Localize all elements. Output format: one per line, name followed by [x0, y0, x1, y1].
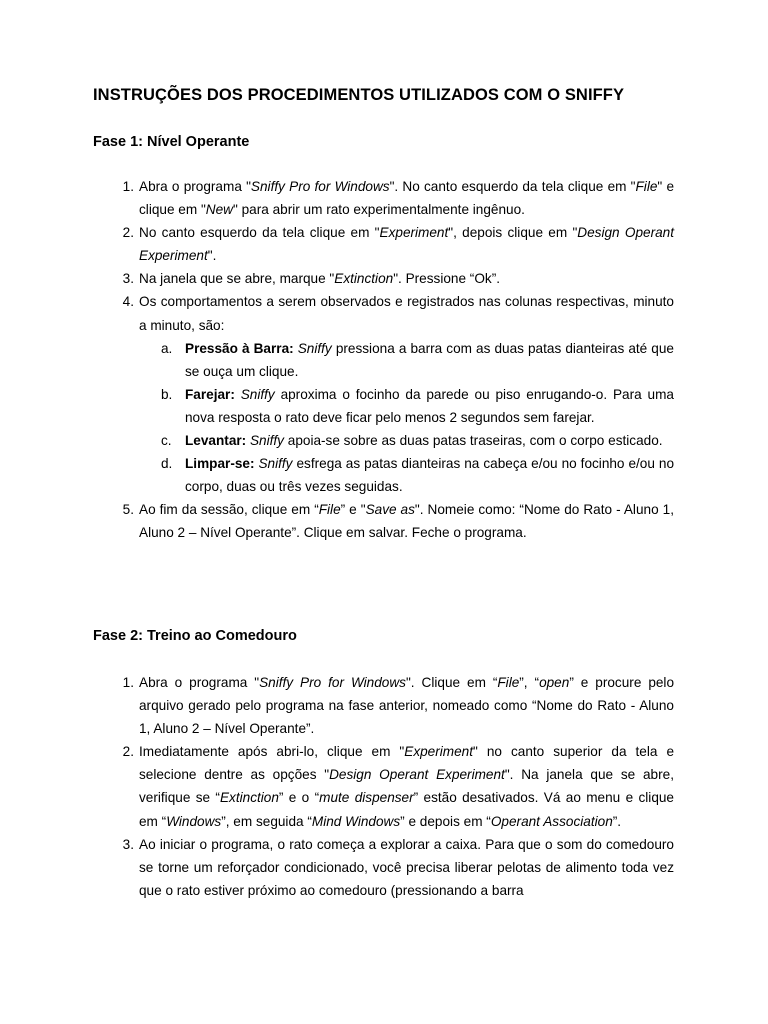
item-letter: c.	[161, 433, 172, 449]
text: ". Nomeie como: “Nome do Rato - Aluno 1, Aluno 2 – Nível Operante”. Clique em salvar. Feche o programa.	[139, 502, 674, 541]
behavior-label: Pressão à Barra:	[185, 340, 294, 356]
text: Ao fim da sessão, clique em “	[139, 502, 319, 518]
text: ". Pressione “Ok”.	[393, 271, 501, 287]
phase-1-heading: Fase 1: Nível Operante	[93, 134, 250, 150]
emphasis: New	[205, 202, 233, 218]
emphasis: Sniffy Pro for Windows	[250, 179, 390, 194]
emphasis: Sniffy	[249, 433, 284, 449]
emphasis: File	[635, 179, 658, 194]
text: No canto esquerdo da tela clique em "	[139, 225, 380, 241]
step-number: 1.	[122, 179, 134, 194]
text: Abra o programa "	[139, 675, 260, 690]
behavior-label: Limpar-se:	[185, 456, 255, 472]
phase-2-heading: Fase 2: Treino ao Comedouro	[93, 628, 297, 644]
emphasis: Experiment	[379, 225, 449, 241]
emphasis: Design Operant Experiment	[139, 225, 674, 264]
item-letter: d.	[161, 456, 173, 472]
text: ". Clique em “	[405, 675, 498, 690]
phase-1-step-4	[0, 290, 674, 498]
text: ” e "	[340, 502, 366, 518]
step-number: 2.	[122, 744, 134, 760]
text: ".	[207, 248, 217, 264]
emphasis: Design Operant Experiment	[329, 767, 505, 783]
emphasis: Sniffy Pro for Windows	[259, 675, 406, 690]
text: " no canto superior da tela e selecione dentre as opções "	[139, 744, 675, 783]
emphasis: Extinction	[334, 271, 394, 287]
emphasis: Operant Association	[490, 813, 613, 829]
text: ” estão desativados. Vá ao menu e clique em “	[139, 790, 674, 829]
text: ” e procure pelo arquivo gerado pelo programa na fase anterior, nomeado como “Nome do Rato - Aluno 1, Aluno 2 – Nível Operante”.	[139, 675, 675, 737]
step-number: 1.	[122, 675, 134, 690]
text: Imediatamente após abri-lo, clique em "	[139, 744, 405, 760]
phase-2-step-3	[0, 833, 674, 902]
text: ”, “	[519, 675, 540, 690]
item-letter: b.	[161, 386, 173, 402]
phase-2-steps	[0, 671, 768, 902]
step-number: 3.	[122, 271, 134, 287]
behavior-label: Levantar:	[185, 433, 247, 449]
emphasis: Sniffy	[240, 386, 275, 402]
emphasis: Experiment	[404, 744, 474, 760]
emphasis: Mind Windows	[311, 813, 401, 829]
behavior-item	[161, 452, 675, 498]
text: pressiona a barra com as duas patas dianteiras até que se ouça um clique.	[185, 340, 674, 379]
phase-2-step-2	[0, 740, 674, 832]
emphasis: File	[318, 502, 341, 518]
text: ". Na janela que se abre, verifique se “	[139, 767, 674, 806]
behavior-label: Farejar:	[185, 386, 235, 402]
text: ", depois clique em "	[448, 225, 578, 241]
text: " e clique em "	[139, 179, 675, 218]
phase-1-steps	[0, 175, 768, 545]
text: ”, em seguida “	[221, 813, 312, 829]
phase-1-step-3	[0, 267, 674, 290]
emphasis: Sniffy	[258, 456, 293, 472]
text: Ao iniciar o programa, o rato começa a explorar a caixa. Para que o som do comedouro se torne um reforçador condicionado, você precisa liberar pelotas de alimento toda vez que o rato estiver próximo ao comedouro (pressionando a barra	[139, 836, 674, 898]
text: ”.	[612, 813, 622, 829]
phase-1-step-2	[0, 221, 674, 267]
emphasis: Save as	[365, 502, 415, 518]
emphasis: Extinction	[219, 790, 279, 806]
step-number: 5.	[122, 502, 134, 518]
behavior-item	[161, 383, 674, 429]
text: ". No canto esquerdo da tela clique em "	[389, 179, 636, 194]
step-number: 2.	[122, 225, 134, 241]
item-letter: a.	[161, 340, 173, 356]
text: aproxima o focinho da parede ou piso enrugando-o. Para uma nova resposta o rato deve ficar pelo menos 2 segundos sem farejar.	[185, 386, 674, 425]
step-number: 3.	[122, 836, 134, 852]
phase-2-step-1	[0, 671, 674, 740]
behavior-list	[139, 337, 674, 499]
step-number: 4.	[122, 294, 134, 310]
text: " para abrir um rato experimentalmente ingênuo.	[232, 202, 525, 218]
emphasis: Windows	[166, 813, 222, 829]
behavior-item	[161, 429, 674, 452]
emphasis: Sniffy	[297, 340, 332, 356]
text: ” e depois em “	[400, 813, 491, 829]
text: Os comportamentos a serem observados e registrados nas colunas respectivas, minuto a minuto, são:	[139, 294, 674, 333]
text: Abra o programa "	[139, 179, 251, 194]
page-title: INSTRUÇÕES DOS PROCEDIMENTOS UTILIZADOS COM O SNIFFY	[93, 86, 625, 104]
emphasis: mute dispenser	[319, 790, 414, 806]
phase-1-step-1	[0, 175, 674, 221]
text: apoia-se sobre as duas patas traseiras, com o corpo esticado.	[287, 433, 663, 449]
emphasis: open	[539, 675, 570, 690]
text: Na janela que se abre, marque "	[139, 271, 335, 287]
phase-1-step-5	[0, 498, 674, 544]
behavior-item	[161, 337, 674, 383]
emphasis: File	[497, 675, 520, 690]
text: esfrega as patas dianteiras na cabeça e/ou no focinho e/ou no corpo, duas ou três vezes seguidas.	[185, 456, 675, 495]
text: ” e o “	[278, 790, 320, 806]
